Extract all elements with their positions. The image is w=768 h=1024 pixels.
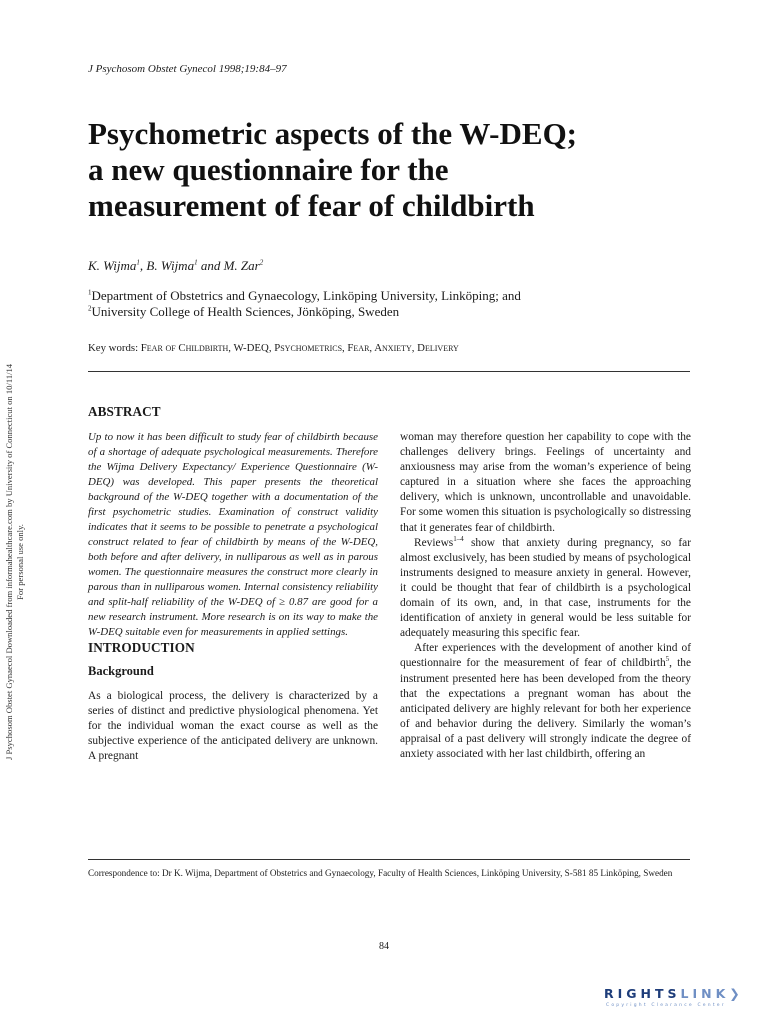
footnote-divider — [88, 859, 690, 860]
abstract-heading: ABSTRACT — [88, 404, 161, 419]
paragraph-reviews — [400, 536, 691, 642]
right-column — [400, 430, 691, 762]
correspondence-note: Correspondence to: Dr K. Wijma, Department of Obstetrics and Gynaecology, Faculty of Health Sciences, Linköping University, S-581 85 Linköping, Sweden — [88, 868, 673, 878]
header-divider — [88, 371, 690, 372]
left-column — [88, 404, 378, 764]
affiliation-2 — [88, 304, 708, 320]
watermark-line-2: For personal use only. — [15, 524, 25, 600]
watermark-line-1: J Psychosom Obstet Gynaecol Downloaded from informahealthcare.com by University of Connecticut on 10/11/14 — [4, 363, 14, 760]
introduction-heading: INTRODUCTION — [88, 640, 195, 655]
author-1: K. Wijma — [88, 258, 137, 273]
introduction-text: As a biological process, the delivery is characterized by a series of distinct and predictive physiological phenomena. Yet for the individual woman the exact course as well as the subjective experience of the anticipated delivery are unknown. A pregnant — [88, 690, 378, 762]
affiliation-1 — [88, 288, 708, 304]
journal-reference: J Psychosom Obstet Gynecol 1998;19:84–97 — [88, 63, 287, 75]
paragraph-continued: woman may therefore question her capability to cope with the challenges delivery brings. Feelings of uncertainty and anxiousness may arise from the woman’s experience of being captured in a situation where she faces the approaching delivery, which is unknown, uncontrollable and unavoidable. For some women this situation is psychologically so distressing that it generates fear of childbirth. — [400, 431, 691, 534]
author-list — [88, 258, 263, 274]
rightslink-arrow-icon: ❯ — [729, 986, 744, 1001]
author-separator: , — [139, 258, 147, 273]
affiliation-1-text: Department of Obstetrics and Gynaecology, Linköping University, Linköping; and — [91, 288, 521, 303]
experiences-rest: , the instrument presented here has been developed from the theory that the expectations a pregnant woman has about the anticipated delivery are highly relevant for both her experience of and behavior during the delivery. Similarly the woman’s appraisal of a past delivery will strongly indicate the degree of anxiety associated with her last childbirth, offering an — [400, 657, 691, 760]
affiliation-2-mark: 2 — [88, 304, 92, 313]
affiliation-1-mark: 1 — [88, 288, 92, 297]
rightslink-logo-light: LINK — [680, 986, 730, 1001]
title-line-3: measurement of fear of childbirth — [88, 188, 535, 223]
title-line-2: a new questionnaire for the — [88, 152, 449, 187]
paragraph-experiences — [400, 641, 691, 762]
abstract-text: Up to now it has been difficult to study fear of childbirth because of a shortage of adequate psychological measurements. Therefore the Wijma Delivery Expectancy/ Experience Questionnaire (W-DEQ) was developed. This paper presents the theoretical background of the W-DEQ together with a documentation of the first psychometric studies. Examination of construct validity indicates that it seems to be possible to penetrate a psychological construct related to fear of childbirth by means of the W-DEQ, both before and after delivery, in nulliparous as well as in parous women. The questionnaire measures the construct more clearly in parous than in nulliparous women. Internal consistency reliability and split-half reliability of the W-DEQ of ≥ 0.87 are good for a new research instrument. More research is on its way to make the W-DEQ suitable even for measurements in applied settings. — [88, 431, 378, 638]
experiences-start: After experiences with the development of another kind of questionnaire for the measurement of fear of childbirth — [400, 642, 691, 670]
affiliation-2-text: University College of Health Sciences, Jönköping, Sweden — [91, 303, 400, 319]
author-separator: and — [197, 258, 224, 273]
author-2: B. Wijma — [146, 258, 195, 273]
keywords — [88, 342, 708, 354]
reviews-start: Reviews — [414, 536, 454, 549]
article-title — [88, 116, 728, 224]
reviews-rest: show that anxiety during pregnancy, so far almost exclusively, has been studied by means of psychological instruments designed to measure anxiety in general. However, it could be thought that fear of childbirth is a psychological domain of its own, and, in that case, instruments for the identification of anxiety in general would be less suitable for adequately measuring this specific fear. — [400, 536, 691, 640]
affiliations — [88, 288, 708, 319]
background-subheading: Background — [88, 664, 154, 678]
reviews-citation: 1–4 — [453, 534, 464, 543]
page-number: 84 — [379, 941, 389, 952]
rightslink-logo[interactable] — [604, 986, 744, 1001]
author-2-affiliation-mark: 1 — [194, 258, 198, 267]
keywords-terms: Fear of Childbirth, W-DEQ, Psychometrics, Fear, Anxiety, Delivery — [140, 342, 459, 354]
rightslink-logo-dark: RIGHTS — [604, 986, 681, 1001]
title-line-1: Psychometric aspects of the W-DEQ; — [88, 116, 578, 151]
author-3: M. Zar — [223, 258, 260, 273]
keywords-label: Key words: — [88, 342, 141, 354]
author-3-affiliation-mark: 2 — [259, 258, 264, 267]
download-watermark — [4, 364, 26, 760]
experiences-citation: 5 — [665, 655, 670, 664]
rightslink-tagline: Copyright Clearance Center — [606, 1003, 726, 1008]
author-1-affiliation-mark: 1 — [136, 258, 140, 267]
